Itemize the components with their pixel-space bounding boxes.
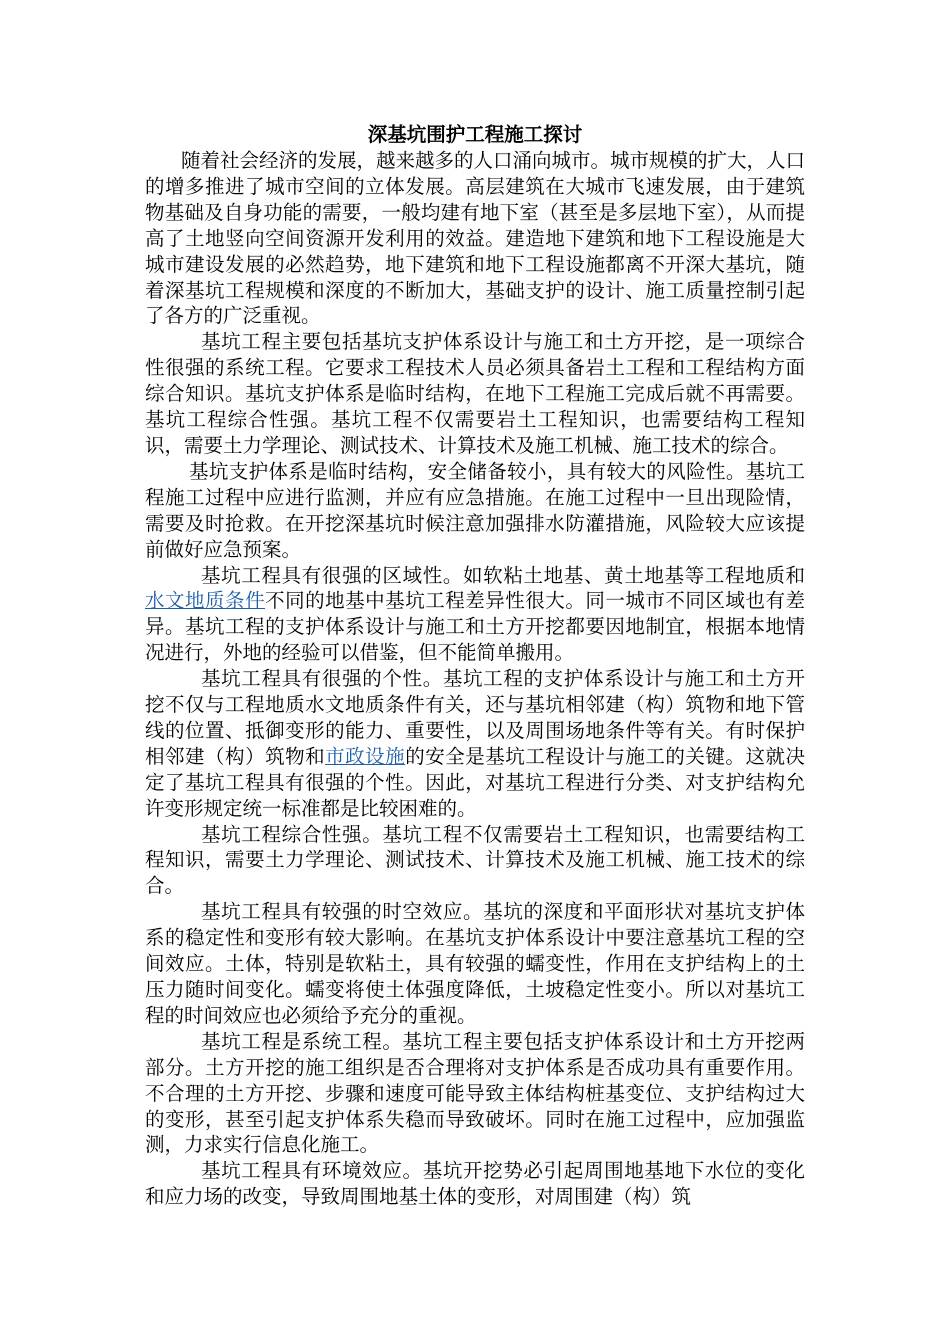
paragraph-system: 基坑工程是系统工程。基坑工程主要包括支护体系设计和土方开挖两部分。土方开挖的施工组织是否合理将对支护体系是否成功具有重要作用。不合理的土方开挖、步骤和速度可能导致主体结构桩基变位、支护结构过大的变形，甚至引起支护体系失稳而导致破坏。同时在施工过程中，应加强监测，力求实行信息化施工。 <box>145 1029 805 1157</box>
paragraph-environment: 基坑工程具有环境效应。基坑开挖势必引起周围地基地下水位的变化和应力场的改变，导致周围地基土体的变形，对周围建（构）筑 <box>145 1159 805 1209</box>
paragraph-regional <box>145 563 805 667</box>
paragraph-individuality <box>145 666 805 821</box>
paragraph-individuality-text-before: 基坑工程具有很强的个性。基坑工程的支护体系设计与施工和土方开挖不仅与工程地质水文地质条件有关，还与基坑相邻建（构）筑物和地下管线的位置、抵御变形的能力、重要性，以及周围场地条件等有关。有时保护相邻建（构）筑物和 <box>145 667 805 768</box>
paragraph-intro: 随着社会经济的发展，越来越多的人口涌向城市。城市规模的扩大，人口的增多推进了城市空间的立体发展。高层建筑在大城市飞速发展，由于建筑物基础及自身功能的需要，一般均建有地下室（甚至是多层地下室），从而提高了土地竖向空间资源开发利用的效益。建造地下建筑和地下工程设施是大城市建设发展的必然趋势，地下建筑和地下工程设施都离不开深大基坑，随着深基坑工程规模和深度的不断加大，基础支护的设计、施工质量控制引起了各方的广泛重视。 <box>145 149 806 328</box>
municipal-facilities-link[interactable]: 市政设施 <box>325 744 406 768</box>
paragraph-scope: 基坑工程主要包括基坑支护体系设计与施工和土方开挖，是一项综合性很强的系统工程。它要求工程技术人员必须具备岩土工程和工程结构方面综合知识。基坑支护体系是临时结构，在地下工程施工完成后就不再需要。基坑工程综合性强。基坑工程不仅需要岩土工程知识，也需要结构工程知识，需要土力学理论、测试技术、计算技术及施工机械、施工技术的综合。 <box>145 330 805 457</box>
paragraph-regional-text-after: 不同的地基中基坑工程差异性很大。同一城市不同区域也有差异。基坑工程的支护体系设计与施工和土方开挖都要因地制宜，根据本地情况进行，外地的经验可以借鉴，但不能简单搬用。 <box>145 589 805 665</box>
document-page <box>145 122 805 1210</box>
document-title: 深基坑围护工程施工探讨 <box>367 123 583 146</box>
paragraph-regional-text-before: 基坑工程具有很强的区域性。如软粘土地基、黄土地基等工程地质和 <box>201 563 805 587</box>
paragraph-individuality-text-after: 的安全是基坑工程设计与施工的关键。这就决定了基坑工程具有很强的个性。因此，对基坑工程进行分类、对支护结构允许变形规定统一标准都是比较困难的。 <box>145 744 805 820</box>
paragraph-comprehensive: 基坑工程综合性强。基坑工程不仅需要岩土工程知识，也需要结构工程知识，需要土力学理论、测试技术、计算技术及施工机械、施工技术的综合。 <box>145 822 805 898</box>
hydrogeology-link[interactable]: 水文地质条件 <box>145 589 266 613</box>
paragraph-risk: 基坑支护体系是临时结构，安全储备较小，具有较大的风险性。基坑工程施工过程中应进行监测，并应有应急措施。在施工过程中一旦出现险情，需要及时抢救。在开挖深基坑时候注意加强排水防灌措施，风险较大应该提前做好应急预案。 <box>145 459 805 561</box>
paragraph-spatiotemporal: 基坑工程具有较强的时空效应。基坑的深度和平面形状对基坑支护体系的稳定性和变形有较大影响。在基坑支护体系设计中要注意基坑工程的空间效应。土体，特别是软粘土，具有较强的蠕变性，作用在支护结构上的土压力随时间变化。蠕变将使土体强度降低，土坡稳定性变小。所以对基坑工程的时间效应也必须给予充分的重视。 <box>145 900 805 1027</box>
